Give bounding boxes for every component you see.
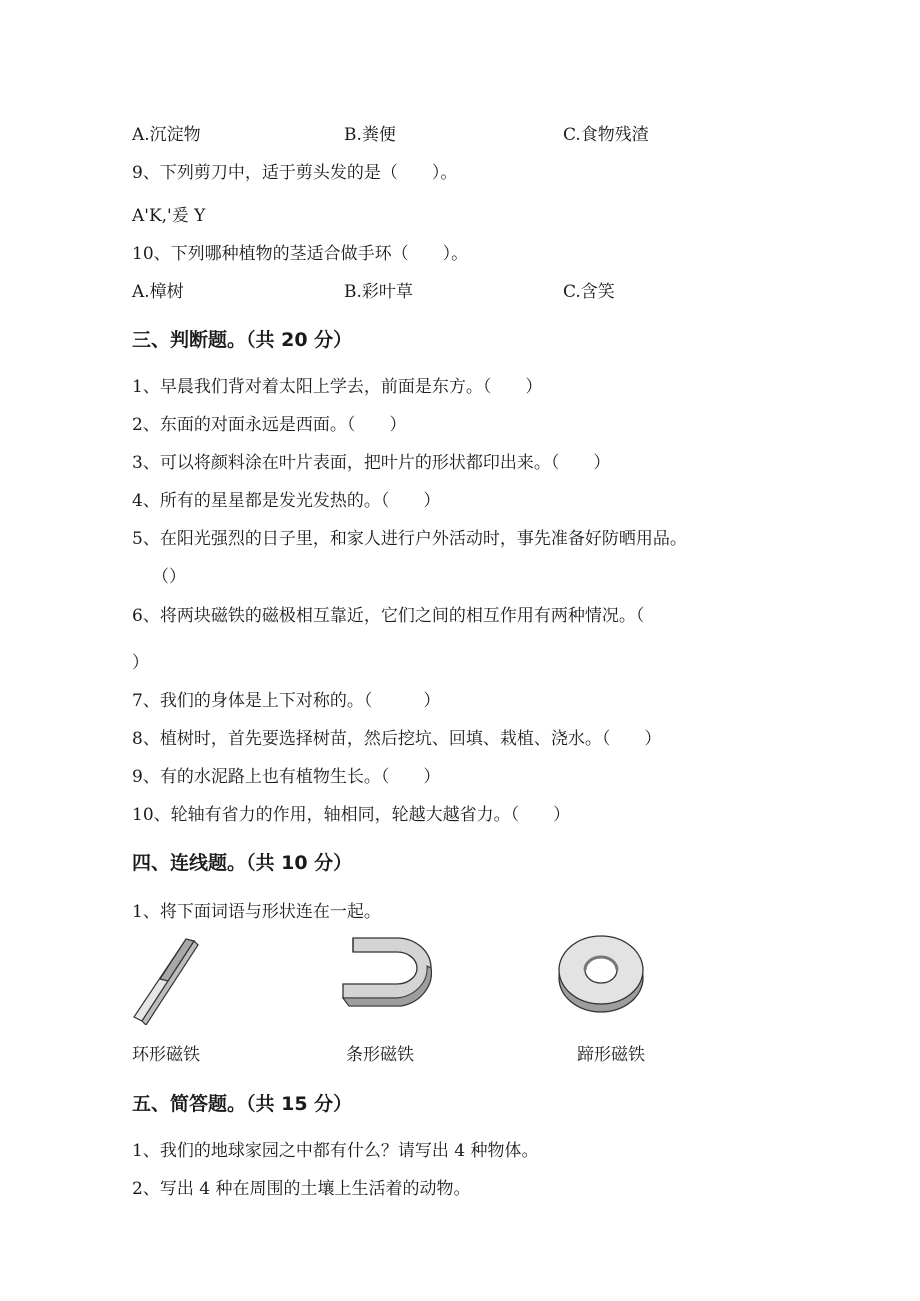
matching-question: 1、将下面词语与形状连在一起。 — [132, 902, 381, 922]
short-answer-item: 2、写出 4 种在周围的土壤上生活着的动物。 — [132, 1179, 471, 1199]
label-horseshoe-magnet: 蹄形磁铁 — [577, 1045, 645, 1065]
section5-heading: 五、简答题。（共 15 分） — [132, 1093, 353, 1115]
label-bar-magnet: 条形磁铁 — [346, 1045, 414, 1065]
ring-magnet-image — [555, 930, 647, 1016]
q9-question: 9、下列剪刀中，适于剪头发的是（ ）。 — [132, 163, 458, 183]
q9-options: A'K,'爰 Y — [132, 206, 206, 226]
judgment-item: 3、可以将颜料涂在叶片表面，把叶片的形状都印出来。（ ） — [132, 453, 611, 473]
judgment-item: 5、在阳光强烈的日子里，和家人进行户外活动时，事先准备好防晒用品。 — [132, 529, 687, 549]
section4-heading: 四、连线题。（共 10 分） — [132, 852, 353, 874]
q8-option-a: A.沉淀物 — [132, 125, 201, 145]
judgment-item: 2、东面的对面永远是西面。（ ） — [132, 415, 407, 435]
label-ring-magnet: 环形磁铁 — [132, 1045, 200, 1065]
bar-magnet-image — [128, 935, 200, 1025]
q10-question: 10、下列哪种植物的茎适合做手环（ ）。 — [132, 244, 469, 264]
horseshoe-magnet-image — [335, 932, 439, 1012]
judgment-item: 10、轮轴有省力的作用，轴相同，轮越大越省力。（ ） — [132, 805, 571, 825]
judgment-item: 7、我们的身体是上下对称的。（ ） — [132, 691, 441, 711]
judgment-item: 9、有的水泥路上也有植物生长。（ ） — [132, 767, 441, 787]
q10-option-b: B.彩叶草 — [344, 282, 413, 302]
q10-option-a: A.樟树 — [132, 282, 184, 302]
short-answer-item: 1、我们的地球家园之中都有什么？请写出 4 种物体。 — [132, 1141, 539, 1161]
q8-option-b: B.粪便 — [344, 125, 396, 145]
judgment-item-blank: ） — [132, 653, 149, 673]
judgment-item: 8、植树时，首先要选择树苗，然后挖坑、回填、栽植、浇水。（ ） — [132, 729, 662, 749]
judgment-item: 4、所有的星星都是发光发热的。（ ） — [132, 491, 441, 511]
judgment-item: 6、将两块磁铁的磁极相互靠近，它们之间的相互作用有两种情况。（ — [132, 606, 645, 626]
q10-option-c: C.含笑 — [563, 282, 615, 302]
judgment-item: 1、早晨我们背对着太阳上学去，前面是东方。（ ） — [132, 377, 543, 397]
section3-heading: 三、判断题。（共 20 分） — [132, 329, 353, 351]
q8-option-c: C.食物残渣 — [563, 125, 649, 145]
judgment-item-blank: （） — [152, 567, 186, 587]
